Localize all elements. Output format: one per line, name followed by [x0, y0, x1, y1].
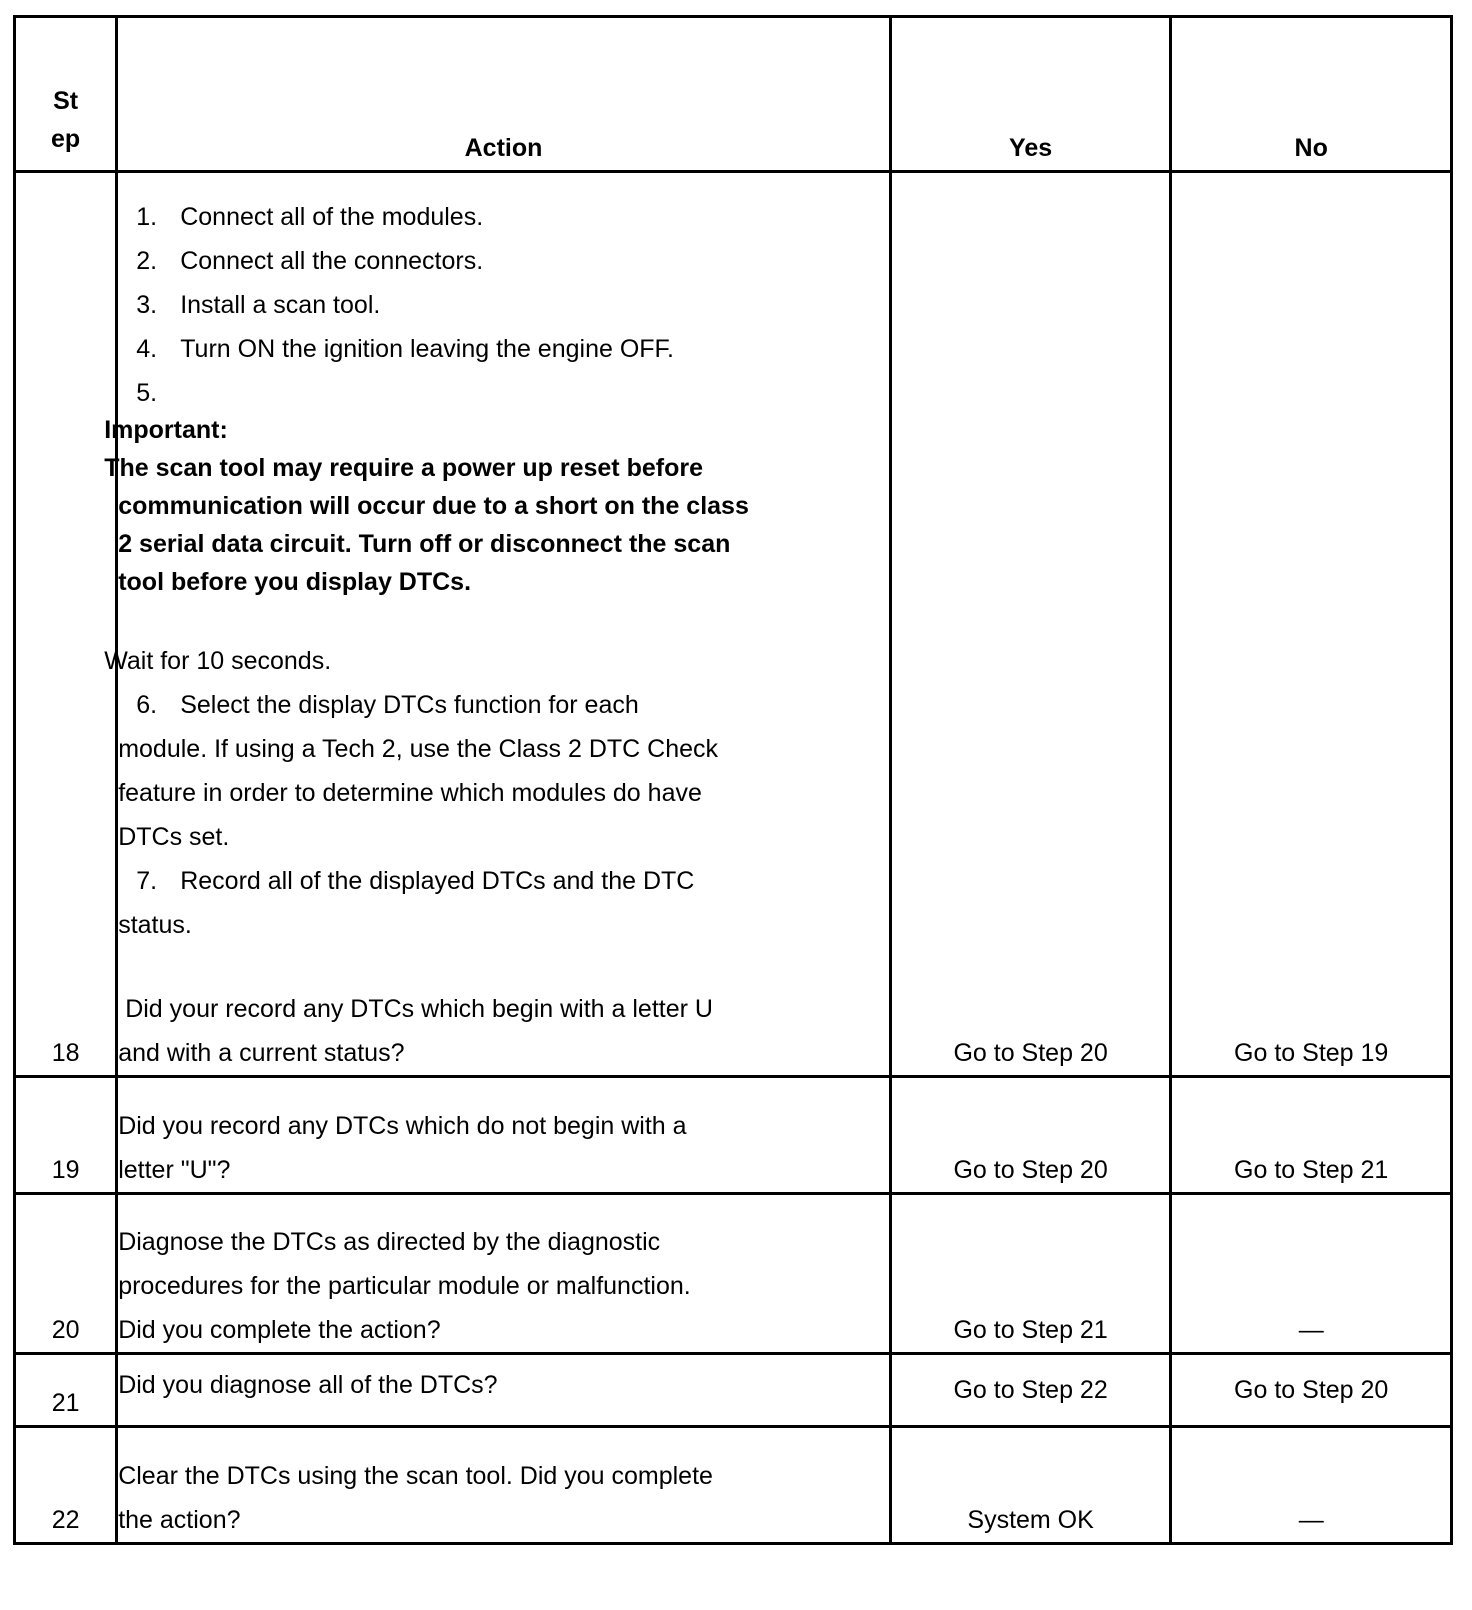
no-cell: Go to Step 20 [1171, 1354, 1452, 1427]
table-row-19 [15, 1077, 1452, 1194]
important-line: 2 serial data circuit. Turn off or disconnect the scan [118, 530, 731, 558]
no-cell: Go to Step 19 [1171, 172, 1452, 1077]
action-line: procedures for the particular module or malfunction. [118, 1272, 691, 1300]
important-line: The scan tool may require a power up reset before [104, 454, 703, 482]
header-yes: Yes [890, 17, 1171, 172]
list-item-continuation: status. [118, 911, 192, 939]
yes-cell: System OK [890, 1427, 1171, 1544]
list-item-continuation: module. If using a Tech 2, use the Class 2 DTC Check [118, 735, 719, 763]
header-step-line1: St [53, 87, 79, 115]
step-number: 22 [15, 1427, 117, 1544]
yes-cell: Go to Step 20 [890, 172, 1171, 1077]
action-line: Diagnose the DTCs as directed by the diagnostic [118, 1228, 661, 1256]
list-item: 1. Connect all of the modules. [136, 203, 484, 231]
action-cell [117, 1077, 891, 1194]
action-line: letter "U"? [118, 1156, 231, 1184]
header-action: Action [117, 17, 891, 172]
yes-cell: Go to Step 21 [890, 1194, 1171, 1354]
no-cell: Go to Step 21 [1171, 1077, 1452, 1194]
no-cell: — [1171, 1194, 1452, 1354]
list-item: 4. Turn ON the ignition leaving the engine OFF. [136, 335, 674, 363]
table-row-18 [15, 172, 1452, 1077]
list-item: 2. Connect all the connectors. [136, 247, 484, 275]
action-line: Did you complete the action? [118, 1316, 441, 1344]
list-item: 3. Install a scan tool. [136, 291, 381, 319]
table-row-20 [15, 1194, 1452, 1354]
question-text: Did your record any DTCs which begin with a letter U and with a current status? [118, 995, 713, 1067]
action-cell [104, 172, 891, 1077]
header-step [15, 17, 117, 172]
yes-cell: Go to Step 20 [890, 1077, 1171, 1194]
list-item: 5. [136, 379, 158, 407]
step-number: 18 [15, 172, 117, 1077]
header-no: No [1171, 17, 1452, 172]
action-line: the action? [118, 1506, 241, 1534]
table-row-22 [15, 1427, 1452, 1544]
step-number: 19 [15, 1077, 117, 1194]
important-line: tool before you display DTCs. [118, 568, 472, 596]
yes-cell: Go to Step 22 [890, 1354, 1171, 1427]
header-step-line2: ep [51, 125, 81, 153]
list-item: 7. Record all of the displayed DTCs and the DTC [136, 867, 695, 895]
important-line: communication will occur due to a short on the class [118, 492, 749, 520]
header-row [15, 17, 1452, 172]
important-note [104, 411, 889, 601]
important-label: Important: [104, 416, 228, 444]
diagnostic-table [13, 15, 1453, 1545]
no-cell: — [1171, 1427, 1452, 1544]
action-line: Did you diagnose all of the DTCs? [118, 1371, 498, 1399]
list-item: 6. Select the display DTCs function for each [136, 691, 639, 719]
action-line: Clear the DTCs using the scan tool. Did you complete [118, 1462, 713, 1490]
action-cell [117, 1354, 891, 1427]
list-item-continuation: DTCs set. [118, 823, 230, 851]
table-row-21 [15, 1354, 1452, 1427]
step-number: 21 [15, 1354, 117, 1427]
action-cell [117, 1194, 891, 1354]
action-line: Did you record any DTCs which do not begin with a [118, 1112, 687, 1140]
list-item-continuation: feature in order to determine which modules do have [118, 779, 702, 807]
step-number: 20 [15, 1194, 117, 1354]
action-cell [117, 1427, 891, 1544]
wait-text: Wait for 10 seconds. [104, 647, 332, 675]
